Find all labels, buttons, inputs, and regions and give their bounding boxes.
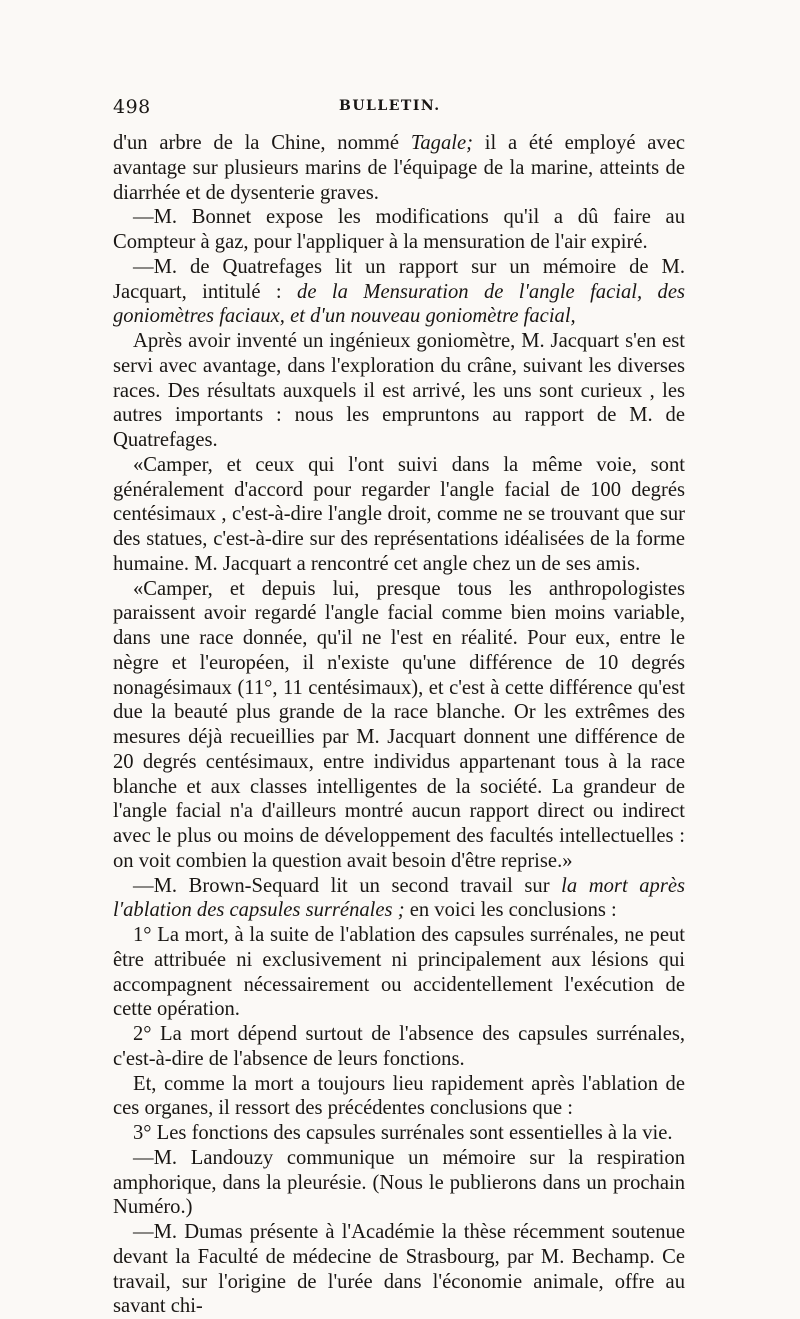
italic-title: la mort après l'ablation des capsules surrénales ; bbox=[113, 874, 685, 922]
paragraph-text: —M. Bonnet expose les modifications qu'il a dû faire au Compteur à gaz, pour l'appliquer à la mensuration de l'air expiré. bbox=[113, 206, 685, 253]
paragraph-text: Après avoir inventé un ingénieux goniomètre, M. Jacquart s'en est servi avec avantage, dans l'exploration du crâne, suivant les diverses races. Des résultats auxquels il est arrivé, les uns sont curieux , les autres importants : nous les empruntons au rapport de M. de Quatrefages. bbox=[113, 330, 685, 451]
paragraph-conclusion-1 bbox=[113, 923, 685, 1022]
paragraph-camper-quote-2 bbox=[113, 577, 685, 874]
page-number: 498 bbox=[113, 96, 151, 118]
paragraph-text: —M. Brown-Sequard lit un second travail sur bbox=[133, 874, 562, 897]
paragraph-bonnet bbox=[113, 205, 685, 255]
paragraph-text: 1° La mort, à la suite de l'ablation des capsules surrénales, ne peut être attribuée ni exclusivement ni principalement aux lésions qui accompagnent nécessairement ou accidentellement l'exécution de cette opération. bbox=[113, 924, 685, 1021]
italic-title: de la Mensuration de l'angle facial, des goniomètres faciaux, et d'un nouveau goniomètre facial, bbox=[113, 280, 685, 328]
paragraph-text: il a été employé avec avantage sur plusieurs marins de l'équipage de la marine, atteints de diarrhée et de dysenterie graves. bbox=[113, 132, 685, 204]
paragraph-text: en voici les conclusions : bbox=[404, 899, 617, 922]
paragraph-text: 2° La mort dépend surtout de l'absence des capsules surrénales, c'est-à-dire de l'absence de leurs fonctions. bbox=[113, 1023, 685, 1070]
paragraph-text: Et, comme la mort a toujours lieu rapidement après l'ablation de ces organes, il ressort des précédentes conclusions que : bbox=[113, 1072, 685, 1120]
paragraph-camper-quote-1 bbox=[113, 453, 685, 577]
body-text bbox=[113, 131, 685, 1319]
italic-term: Tagale; bbox=[410, 132, 474, 154]
paragraph-text: —M. Dumas présente à l'Académie la thèse récemment soutenue devant la Faculté de médecine de Strasbourg, par M. Bechamp. Ce travail, sur l'origine de l'urée dans l'économie animale, offre au savant chi- bbox=[113, 1221, 685, 1318]
page-header bbox=[113, 96, 685, 122]
paragraph-text: 3° Les fonctions des capsules surrénales sont essentielles à la vie. bbox=[133, 1122, 673, 1144]
running-head: BULLETIN. bbox=[339, 98, 441, 114]
paragraph-conclusion-3 bbox=[113, 1121, 685, 1146]
paragraph-text: —M. Landouzy communique un mémoire sur la respiration amphorique, dans la pleurésie. (Nous le publierons dans un prochain Numéro.) bbox=[113, 1146, 685, 1219]
paragraph-conclusion-2 bbox=[113, 1022, 685, 1072]
paragraph-text: «Camper, et depuis lui, presque tous les anthropologistes paraissent avoir regardé l'angle facial comme bien moins variable, dans une race donnée, qu'il ne l'est en réalité. Pour eux, entre le nègre et l'européen, il n'existe qu'une différence de 10 degrés nonagésimaux (11°, 11 centésimaux), et c'est à cette différence qu'est due la beauté plus grande de la race blanche. Or les extrêmes des mesures déjà recueillies par M. Jacquart donnent une différence de 20 degrés centésimaux, entre individus appartenant tous à la race blanche et aux classes intelligentes de la société. La grandeur de l'angle facial n'a d'ailleurs montré aucun rapport direct ou indirect avec le plus ou moins de développement des facultés intellectuelles : on voit combien la question avait besoin d'être reprise.» bbox=[113, 577, 685, 872]
paragraph-text: d'un arbre de la Chine, nommé bbox=[113, 132, 411, 154]
paragraph-dumas bbox=[113, 1220, 685, 1319]
paragraph-quatrefages bbox=[113, 255, 685, 329]
paragraph-landouzy bbox=[113, 1146, 685, 1220]
paragraph-text: «Camper, et ceux qui l'ont suivi dans la même voie, sont généralement d'accord pour regarder l'angle facial de 100 degrés centésimaux , c'est-à-dire l'angle droit, comme ne se trouvant que sur des statues, c'est-à-dire sur des représentations idéalisées de la forme humaine. M. Jacquart a rencontré cet angle chez un de ses amis. bbox=[113, 453, 685, 575]
paragraph-tagale bbox=[113, 131, 685, 205]
paragraph-jacquart bbox=[113, 329, 685, 453]
paragraph-brown-sequard bbox=[113, 874, 685, 924]
paragraph-text: —M. de Quatrefages lit un rapport sur un mémoire de M. Jacquart, intitulé : bbox=[113, 255, 685, 303]
paragraph-therefore bbox=[113, 1072, 685, 1122]
